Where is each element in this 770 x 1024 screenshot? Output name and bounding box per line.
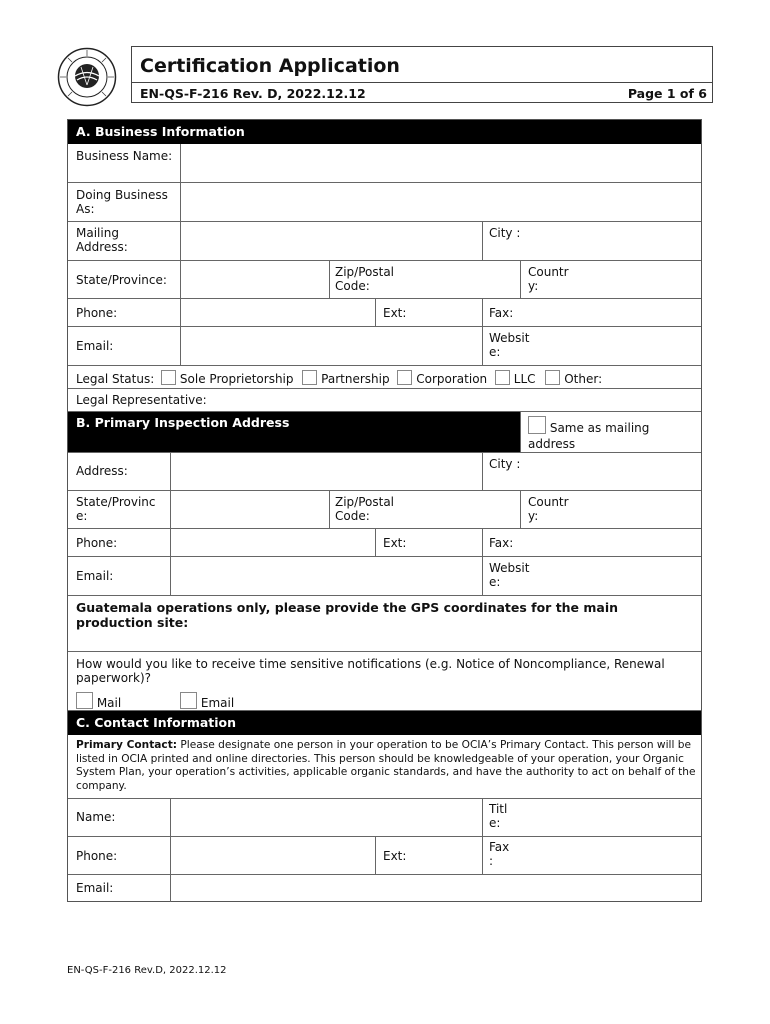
document-title: Certification Application: [140, 55, 400, 77]
column-divider: [520, 490, 521, 528]
legal-status-row: [76, 370, 602, 386]
contact-phone-field[interactable]: [171, 837, 375, 874]
inspection-website-label: Websit e:: [489, 561, 530, 589]
row-divider: [68, 595, 701, 596]
inspection-city-label: City :: [489, 457, 521, 471]
column-divider: [520, 411, 521, 452]
notification-question: How would you like to receive time sensitive notifications (e.g. Notice of Noncompliance, Renewal paperwork)?: [76, 657, 665, 685]
contact-email-label: Email:: [76, 881, 114, 895]
mailing-address-field[interactable]: [181, 222, 481, 260]
same-as-mailing-label: Same as mailing address: [528, 421, 650, 451]
inspection-ext-label: Ext:: [383, 536, 407, 550]
column-divider: [482, 798, 483, 874]
column-divider: [482, 528, 483, 595]
llc-label: LLC: [513, 372, 536, 386]
email-field[interactable]: [181, 327, 481, 365]
llc-checkbox[interactable]: [495, 370, 510, 385]
mail-checkbox[interactable]: [76, 692, 93, 709]
fax-label: Fax:: [489, 306, 514, 320]
dba-field[interactable]: [181, 183, 701, 221]
inspection-email-label: Email:: [76, 569, 114, 583]
notification-options: [76, 692, 234, 710]
partnership-checkbox[interactable]: [302, 370, 317, 385]
column-divider: [482, 452, 483, 490]
contact-name-label: Name:: [76, 810, 116, 824]
row-divider: [68, 528, 701, 529]
section-b-heading: B. Primary Inspection Address: [68, 411, 520, 452]
sole-proprietorship-label: Sole Proprietorship: [179, 372, 294, 386]
business-name-label: Business Name:: [76, 149, 173, 163]
row-divider: [68, 388, 701, 389]
website-label: Websit e:: [489, 331, 530, 359]
other-checkbox[interactable]: [545, 370, 560, 385]
column-divider: [375, 528, 376, 556]
primary-contact-description: [76, 739, 696, 793]
form-number: EN-QS-F-216 Rev. D, 2022.12.12: [140, 86, 366, 101]
state-label: State/Province:: [76, 273, 167, 287]
column-divider: [520, 260, 521, 298]
document-header: [131, 46, 713, 103]
contact-ext-label: Ext:: [383, 849, 407, 863]
business-name-field[interactable]: [181, 145, 701, 182]
country-label: Countr y:: [528, 265, 569, 293]
gps-coordinates-label: Guatemala operations only, please provide the GPS coordinates for the main production site:: [76, 600, 619, 630]
same-as-mailing-checkbox[interactable]: [528, 416, 546, 434]
section-c-heading: C. Contact Information: [68, 711, 701, 735]
corporation-label: Corporation: [416, 372, 488, 386]
mail-label: Mail: [96, 696, 122, 710]
page-indicator: Page 1 of 6: [627, 86, 707, 101]
application-form: [67, 119, 702, 902]
row-divider: [68, 411, 701, 412]
inspection-phone-field[interactable]: [171, 529, 375, 556]
legal-representative-label: Legal Representative:: [76, 393, 207, 407]
row-divider: [68, 651, 701, 652]
state-field[interactable]: [181, 261, 329, 298]
ext-label: Ext:: [383, 306, 407, 320]
inspection-address-label: Address:: [76, 464, 128, 478]
row-divider: [68, 260, 701, 261]
email-notification-label: Email: [200, 696, 235, 710]
legal-status-label: Legal Status:: [76, 372, 155, 386]
column-divider: [375, 836, 376, 874]
corporation-checkbox[interactable]: [397, 370, 412, 385]
contact-email-field[interactable]: [171, 875, 701, 901]
column-divider: [482, 221, 483, 260]
dba-label: Doing Business As:: [76, 188, 168, 216]
phone-field[interactable]: [181, 299, 375, 326]
column-divider: [482, 298, 483, 365]
inspection-zip-label: Zip/Postal Code:: [335, 495, 395, 523]
email-notification-checkbox[interactable]: [180, 692, 197, 709]
inspection-email-field[interactable]: [171, 557, 481, 595]
ocia-seal-logo: [57, 47, 117, 107]
other-label: Other:: [564, 372, 603, 386]
page-footer: EN-QS-F-216 Rev.D, 2022.12.12: [67, 965, 227, 976]
column-divider: [329, 490, 330, 528]
sole-proprietorship-checkbox[interactable]: [161, 370, 176, 385]
contact-fax-label: Fax :: [489, 840, 510, 868]
same-as-mailing-option: [528, 416, 698, 452]
inspection-country-label: Countr y:: [528, 495, 569, 523]
primary-contact-title: Primary Contact:: [76, 739, 178, 751]
primary-contact-text: Please designate one person in your operation to be OCIA’s Primary Contact. This person will be listed in OCIA printed and online directories. This person should be knowledgeable of your operation, your Organic System Plan, your operation’s activities, applicable organic standards, and have the authority to act on behalf of the company.: [76, 739, 696, 792]
section-a-heading: A. Business Information: [68, 120, 701, 144]
row-divider: [68, 836, 701, 837]
city-label: City :: [489, 226, 521, 240]
partnership-label: Partnership: [321, 372, 390, 386]
row-divider: [68, 490, 701, 491]
inspection-address-field[interactable]: [171, 453, 481, 490]
zip-label: Zip/Postal Code:: [335, 265, 395, 293]
contact-name-field[interactable]: [171, 799, 481, 836]
column-divider: [375, 298, 376, 326]
contact-phone-label: Phone:: [76, 849, 118, 863]
inspection-fax-label: Fax:: [489, 536, 514, 550]
inspection-phone-label: Phone:: [76, 536, 118, 550]
row-divider: [68, 365, 701, 366]
email-label: Email:: [76, 339, 114, 353]
contact-title-label: Titl e:: [489, 802, 508, 830]
column-divider: [329, 260, 330, 298]
mailing-address-label: Mailing Address:: [76, 226, 128, 254]
row-divider: [68, 298, 701, 299]
inspection-state-label: State/Provinc e:: [76, 495, 156, 523]
phone-label: Phone:: [76, 306, 118, 320]
header-divider: [132, 82, 712, 83]
